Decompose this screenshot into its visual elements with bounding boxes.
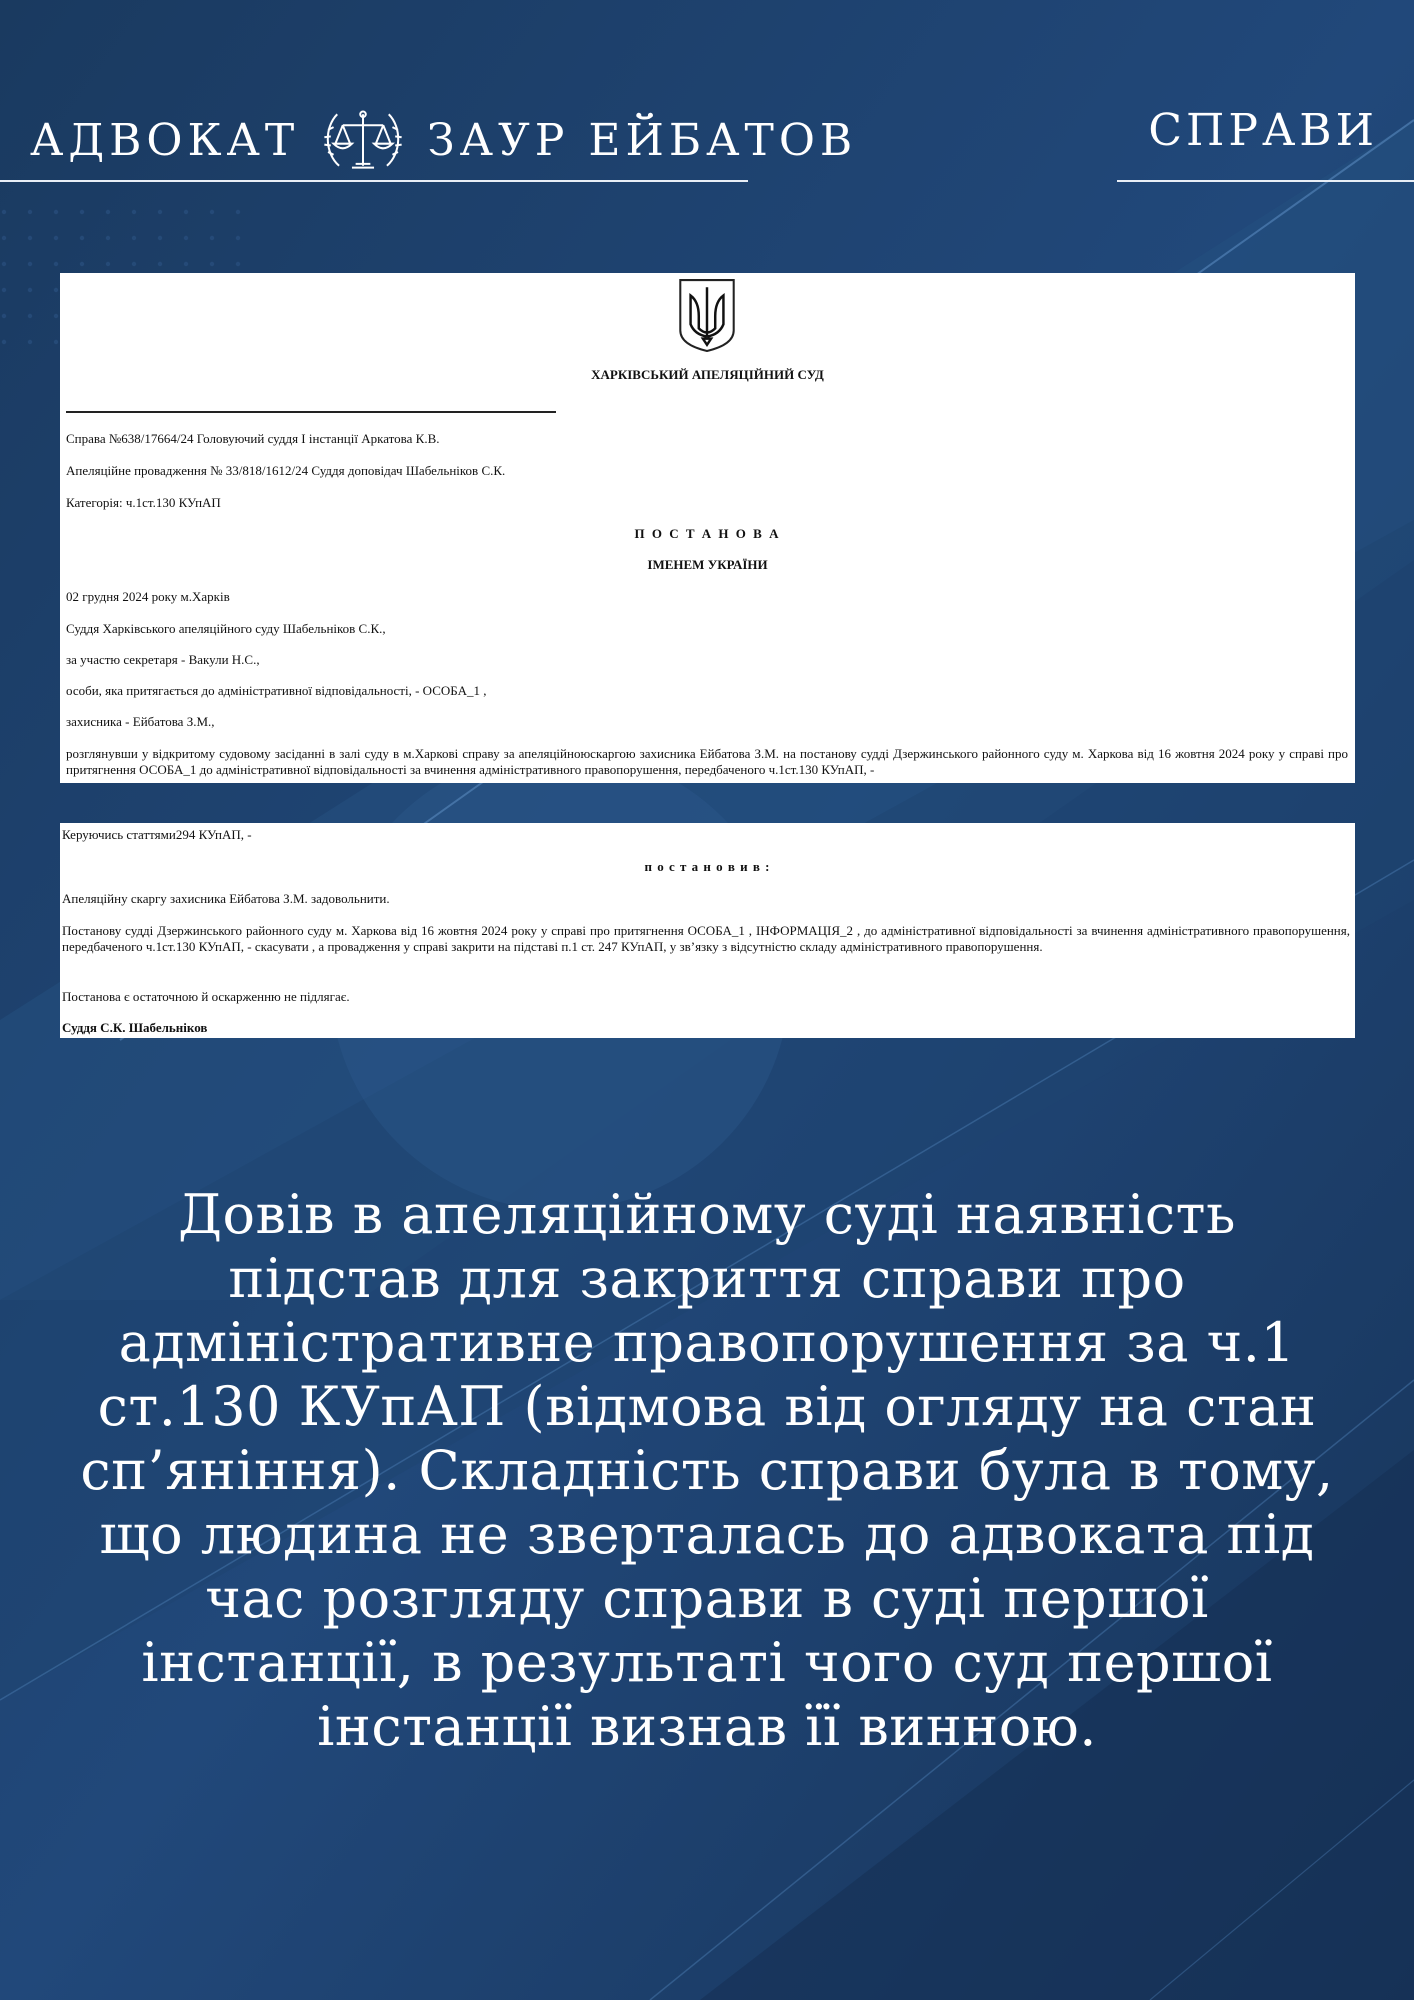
brand-title-left: АДВОКАТ xyxy=(30,114,300,166)
resolution-title: П О С Т А Н О В А xyxy=(634,526,781,541)
secretary-line: за участю секретаря - Вакули Н.С., xyxy=(66,652,260,667)
case-description: Довів в апеляційному суді наявність підстав для закриття справи про адміністративне правопорушення за ч.1 ст.130 КУпАП (відмова від огляду на стан сп’яніння). Складність справи була в тому, що людина не зверталась до адвоката під час розгляду справи в суді першої інстанції, в результаті чого суд першої інстанції визнав її винною. xyxy=(80,1183,1334,1758)
cancel-ruling-paragraph: Постанову судді Дзержинського районного суду м. Харкова від 16 жовтня 2024 року у справі про притягнення ОСОБА_1 , ІНФОРМАЦІЯ_2 , до адміністративної відповідальності за вчинення адміністративного правопорушення, передбаченого ч.1ст.130 КУпАП, - скасувати , а провадження у справі закрити на підставі п.1 ст. 247 КУпАП, у зв’язку з відсутністю складу адміністративного правопорушення. xyxy=(62,923,1350,954)
case-number: Справа №638/17664/24 Головуючий суддя І інстанції Аркатова К.В. xyxy=(66,431,440,446)
appeal-number: Апеляційне провадження № 33/818/1612/24 Суддя доповідач Шабельніков С.К. xyxy=(66,463,506,478)
document-rule xyxy=(66,411,556,413)
considered-paragraph: розглянувши у відкритому судовому засіданні в залі суду в м.Харкові справу за апеляційноюскаргою захисника Ейбатова З.М. на постанову судді Дзержинського районного суду м. Харкова від 16 жовтня 2024 року у справі про притягнення ОСОБА_1 до адміністративної відповідальності за вчинення адміністративного правопорушення, передбаченого ч.1ст.130 КУпАП, - xyxy=(66,746,1348,777)
header-divider-left xyxy=(0,180,748,182)
final-ruling: Постанова є остаточною й оскарженню не підлягає. xyxy=(62,989,350,1004)
guided-by-articles: Керуючись статтями294 КУпАП, - xyxy=(62,827,252,842)
judge-signature: Суддя С.К. Шабельніков xyxy=(62,1020,208,1035)
brand-logo xyxy=(30,95,857,185)
header-divider-right xyxy=(1117,180,1414,182)
satisfy-appeal: Апеляційну скаргу захисника Ейбатова З.М. задовольнити. xyxy=(62,891,390,906)
scales-of-justice-icon xyxy=(317,94,409,186)
ukraine-trident-icon xyxy=(676,277,738,353)
court-document-excerpt-2 xyxy=(60,823,1355,1038)
date-place: 02 грудня 2024 року м.Харків xyxy=(66,589,230,604)
section-title: СПРАВИ xyxy=(1148,105,1378,156)
judge-line: Суддя Харківського апеляційного суду Шабельніков С.К., xyxy=(66,621,386,636)
category: Категорія: ч.1ст.130 КУпАП xyxy=(66,495,221,510)
resolved-heading: п о с т а н о в и в : xyxy=(644,859,771,874)
brand-title-right: ЗАУР ЕЙБАТОВ xyxy=(427,114,858,166)
defender-line: захисника - Ейбатова З.М., xyxy=(66,714,215,729)
in-the-name-of-ukraine: ІМЕНЕМ УКРАЇНИ xyxy=(647,557,768,572)
person-line: особи, яка притягається до адміністративної відповідальності, - ОСОБА_1 , xyxy=(66,683,487,698)
court-name: ХАРКІВСЬКИЙ АПЕЛЯЦІЙНИЙ СУД xyxy=(591,367,824,382)
court-document-excerpt-1 xyxy=(60,273,1355,783)
